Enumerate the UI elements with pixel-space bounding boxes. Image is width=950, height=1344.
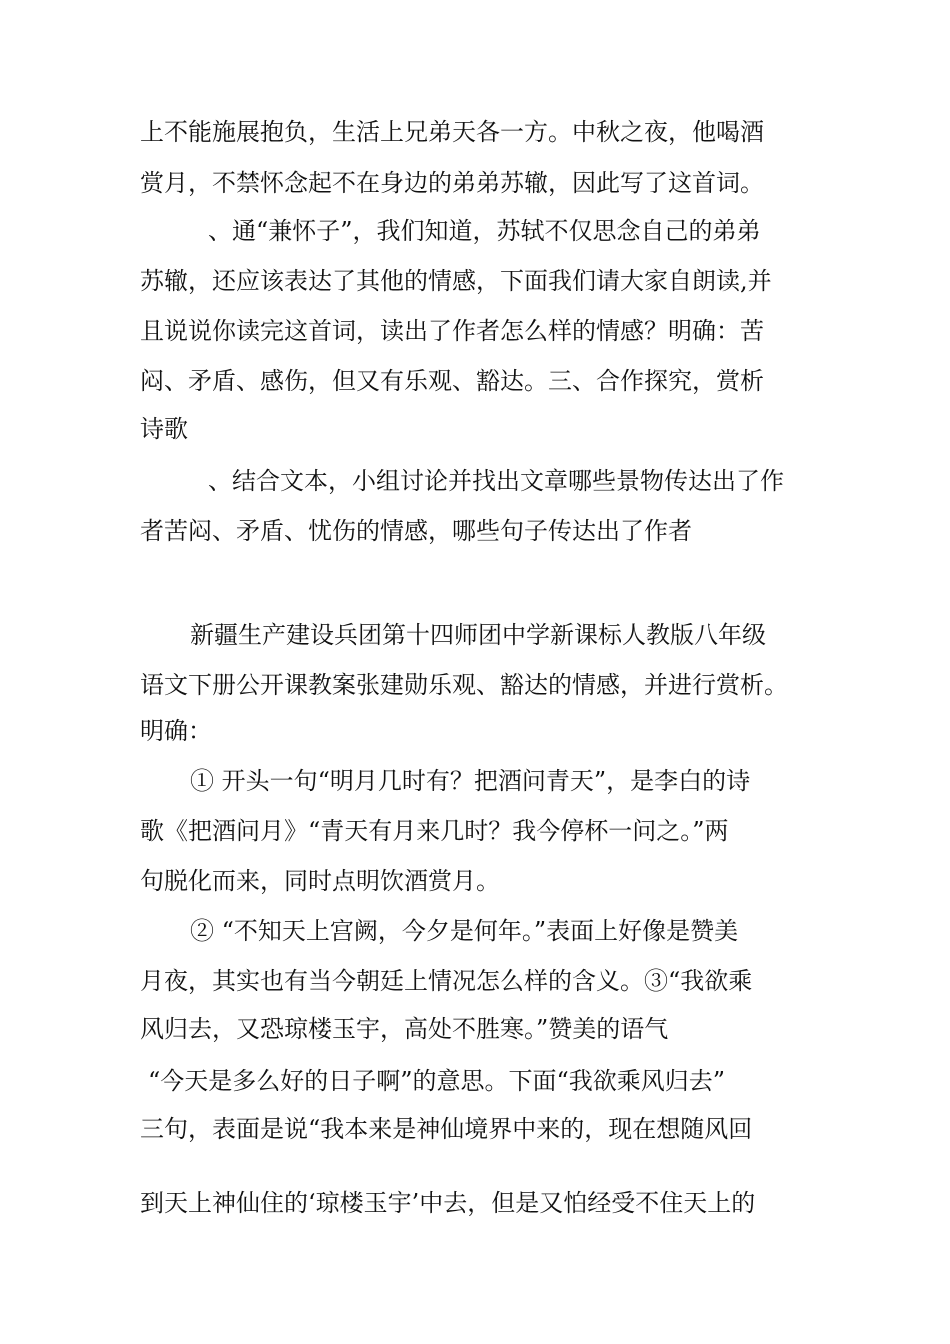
text-line: 语文下册公开课教案张建勋乐观、豁达的情感，并进行赏析。 [140, 671, 788, 699]
text-line: 句脱化而来，同时点明饮酒赏月。 [140, 867, 500, 895]
text-line: 赏月，不禁怀念起不在身边的弟弟苏辙，因此写了这首词。 [140, 169, 764, 197]
text-line: 者苦闷、矛盾、忧伤的情感，哪些句子传达出了作者 [140, 517, 692, 545]
text-line: 上不能施展抱负，生活上兄弟天各一方。中秋之夜，他喝酒 [140, 118, 764, 146]
text-line: 且说说你读完这首词，读出了作者怎么样的情感？明确：苦 [140, 317, 764, 345]
text-line: 明确： [140, 717, 212, 745]
text-line: 、结合文本，小组讨论并找出文章哪些景物传达出了作 [208, 467, 784, 495]
text-line: 、通“兼怀子”，我们知道，苏轼不仅思念自己的弟弟 [208, 217, 761, 245]
text-line: “今天是多么好的日子啊”的意思。下面“我欲乘风归去” [148, 1067, 726, 1095]
text-line: ① 开头一句“明月几时有？把酒问青天”，是李白的诗 [190, 767, 751, 795]
text-line: 月夜，其实也有当今朝廷上情况怎么样的含义。③“我欲乘 [140, 967, 753, 995]
text-line: 诗歌 [140, 415, 188, 443]
text-line: ② “不知天上宫阙，今夕是何年。”表面上好像是赞美 [190, 917, 739, 945]
text-line: 风归去，又恐琼楼玉宇，高处不胜寒。”赞美的语气 [140, 1015, 669, 1043]
text-line: 新疆生产建设兵团第十四师团中学新课标人教版八年级 [190, 621, 766, 649]
text-line: 三句，表面是说“我本来是神仙境界中来的，现在想随风回 [140, 1115, 753, 1143]
text-line: 歌《把酒问月》“青天有月来几时？我今停杯一问之。”两 [140, 817, 729, 845]
text-line: 闷、矛盾、感伤，但又有乐观、豁达。三、合作探究，赏析 [140, 367, 764, 395]
text-line: 到天上神仙住的‘琼楼玉宇’中去，但是又怕经受不住天上的 [140, 1189, 756, 1217]
text-line: 苏辙，还应该表达了其他的情感，下面我们请大家自朗读,并 [140, 267, 772, 295]
